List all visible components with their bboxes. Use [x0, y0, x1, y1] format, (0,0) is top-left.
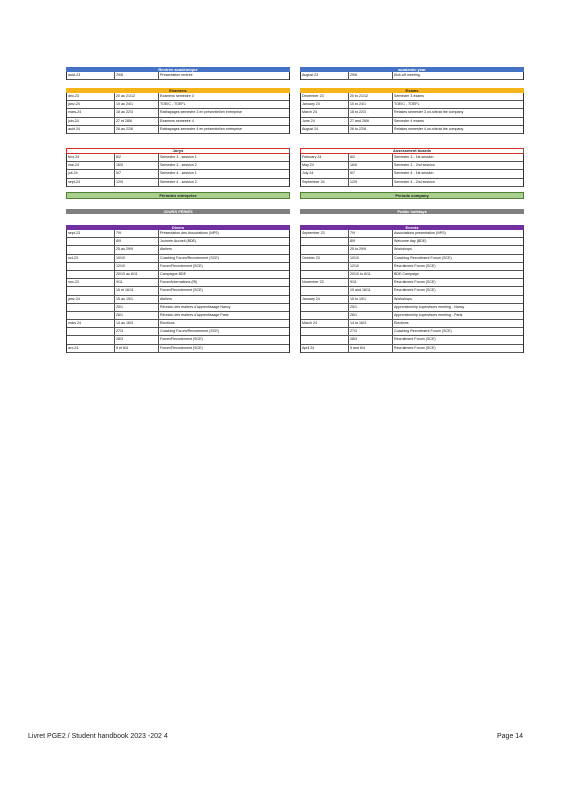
table-row [301, 162, 523, 170]
description-cell: Présentation rentrée [160, 73, 193, 77]
table-row [67, 271, 289, 279]
day-cell: 15 et 16/11 [115, 287, 159, 294]
table-row [301, 246, 523, 254]
date-cell: September 23 [301, 230, 349, 237]
day-cell: 16/5 [115, 162, 159, 169]
description-cell: Présentation des Associations (NPS) [160, 231, 219, 235]
description-cell: Rattrapages semestre 4 en présentiel/en entreprise [160, 126, 242, 131]
description-cell: Ateliers [160, 296, 172, 301]
date-cell: août-23 [67, 72, 115, 79]
date-cell: February 24 [301, 154, 349, 161]
footer-right: Page 14 [497, 733, 524, 740]
day-cell: 10 to 24/1 [349, 101, 393, 108]
date-cell: March 24 [301, 320, 349, 327]
table-row [301, 93, 523, 101]
description-cell: Coaching Recruitment Forum (SCE) [394, 255, 452, 260]
day-cell: 25/1 [115, 304, 159, 311]
description-cell: Semestre 4 - session 1 [160, 171, 197, 176]
table-row [67, 154, 289, 162]
date-cell: July 24 [301, 170, 349, 177]
description-cell: Workshops [394, 296, 412, 301]
periods-header: Periods company [300, 192, 524, 199]
description-cell: Recruitment Forum (SCE) [394, 263, 436, 268]
table-row [67, 162, 289, 170]
description-cell: Retakes semester 4 on-site/at the company [394, 126, 464, 131]
day-cell: 18 to 22/3 [349, 109, 393, 116]
day-cell: 28/3 [115, 336, 159, 343]
day-cell: 15 and 16/11 [349, 287, 393, 294]
examens-section [66, 88, 290, 134]
date-cell [301, 312, 349, 319]
day-cell: 14 to 16/3 [349, 320, 393, 327]
description-cell: Semestre 3 - session 2 [160, 163, 197, 168]
day-cell: 29/8 [349, 72, 393, 79]
periodes-header: Périodes entreprise [66, 192, 290, 199]
date-cell: April 24 [301, 345, 349, 352]
description-cell: Coaching Recruitment Forum (SCE) [394, 329, 452, 334]
description-cell: Campagne BDE [160, 271, 186, 276]
date-cell [301, 246, 349, 253]
table-row [67, 101, 289, 109]
description-cell: Apprenticeship supervisors meeting - Nancy [394, 304, 465, 309]
exams-section [300, 88, 524, 134]
description-cell: Recruitment Forum (SCE) [394, 345, 436, 350]
day-cell: 27/3 [115, 328, 159, 335]
day-cell: 27/3 [349, 328, 393, 335]
description-cell: Elections [160, 321, 175, 326]
description-cell: TOEIC - TOEFL [394, 102, 420, 107]
description-cell: Semester 3 exams [394, 94, 424, 98]
table-row [67, 304, 289, 312]
periods-section [300, 192, 524, 199]
date-cell [67, 238, 115, 245]
rentree-section [66, 67, 290, 80]
examens-header: Examens [66, 88, 290, 93]
table-row [301, 118, 523, 126]
description-cell: BDE Campaign [394, 271, 419, 276]
table-row [301, 179, 523, 187]
table-row [67, 312, 289, 320]
table-row [67, 93, 289, 101]
day-cell: 18 au 22/3 [115, 109, 159, 116]
day-cell: 7/9 [349, 230, 393, 237]
table-row [301, 126, 523, 134]
description-cell: Forum/Recrutement (SCE) [160, 337, 203, 342]
date-cell [67, 336, 115, 343]
date-cell: January 24 [301, 296, 349, 303]
table-row [301, 238, 523, 246]
table-row [301, 72, 523, 80]
table-row [67, 255, 289, 263]
date-cell: mai-24 [67, 162, 115, 169]
divers-table [66, 230, 290, 353]
description-cell: Semester 3 - 2nd session [394, 163, 435, 168]
table-row [301, 279, 523, 287]
table-row [67, 246, 289, 254]
date-cell: juil-24 [67, 170, 115, 177]
examens-table [66, 93, 290, 134]
description-cell: Coaching Forum/Recrutement (SCE) [160, 255, 219, 260]
description-cell: Semester 4 exams [394, 118, 424, 123]
date-cell: févr-24 [67, 154, 115, 161]
events-table [300, 230, 524, 353]
day-cell: 12/10 [349, 263, 393, 270]
date-cell: déc-23 [67, 93, 115, 100]
date-cell: August 23 [301, 72, 349, 79]
table-row [67, 170, 289, 178]
holidays-header: Public holidays [300, 209, 524, 214]
jurys-section [66, 148, 290, 187]
date-cell [67, 263, 115, 270]
day-cell: 8/9 [349, 238, 393, 245]
day-cell: 10/10 [115, 255, 159, 262]
description-cell: Associations presentation (NPS) [394, 231, 446, 235]
table-row [301, 263, 523, 271]
description-cell: TOEIC - TOEFL [160, 102, 186, 107]
day-cell: 5/7 [115, 170, 159, 177]
description-cell: Recruitment Forum (SCE) [394, 280, 436, 285]
table-row [301, 336, 523, 344]
academic-section [300, 67, 524, 80]
day-cell: 25 to 29/9 [349, 246, 393, 253]
day-cell: 8/2 [115, 154, 159, 161]
day-cell: 26/1 [349, 312, 393, 319]
date-cell [67, 304, 115, 311]
day-cell: 29/8 [115, 72, 159, 79]
divers-header: Divers [66, 225, 290, 230]
day-cell: 20 to 21/12 [349, 93, 393, 100]
date-cell: janv-24 [67, 101, 115, 108]
assessment-header: Assessment boards [300, 148, 524, 154]
date-cell [301, 328, 349, 335]
description-cell: Semester 4 - 2nd session [394, 179, 435, 184]
date-cell: mars-24 [67, 109, 115, 116]
table-row [67, 320, 289, 328]
date-cell: sept-24 [67, 179, 115, 186]
table-row [301, 154, 523, 162]
holidays-section [300, 209, 524, 214]
day-cell: 12/10 [115, 263, 159, 270]
english-column [300, 0, 524, 800]
date-cell [67, 287, 115, 294]
table-row [67, 279, 289, 287]
table-row [67, 336, 289, 344]
date-cell: January 24 [301, 101, 349, 108]
day-cell: 26/1 [115, 312, 159, 319]
day-cell: 8/2 [349, 154, 393, 161]
description-cell: Ateliers [160, 247, 172, 252]
date-cell: May 24 [301, 162, 349, 169]
description-cell: Coaching Forum/Recrutement (SCE) [160, 329, 219, 334]
table-row [301, 304, 523, 312]
date-cell [67, 328, 115, 335]
date-cell [301, 271, 349, 278]
day-cell: 5/7 [349, 170, 393, 177]
french-column [66, 0, 290, 800]
table-row [301, 287, 523, 295]
description-cell: Semester 3 - 1st session [394, 155, 434, 159]
table-row [301, 109, 523, 117]
feries-section [66, 209, 290, 214]
table-row [301, 296, 523, 304]
day-cell: 26 to 22/8 [349, 126, 393, 133]
divers-section [66, 225, 290, 353]
table-row [301, 101, 523, 109]
table-row [301, 328, 523, 336]
day-cell: 5 and 6/4 [349, 345, 393, 352]
description-cell: Recruitment Forum (SCE) [394, 288, 436, 293]
date-cell [301, 287, 349, 294]
academic-header: academic year [300, 67, 524, 72]
periodes-section [66, 192, 290, 199]
day-cell: 10 au 24/1 [115, 101, 159, 108]
day-cell: 26 au 22/8 [115, 126, 159, 133]
day-cell: 16/5 [349, 162, 393, 169]
date-cell: août 24 [67, 126, 115, 133]
description-cell: Semestre 3 - session 1 [160, 155, 197, 159]
day-cell: 15 au 19/1 [115, 296, 159, 303]
day-cell: 15 to 19/1 [349, 296, 393, 303]
table-row [301, 255, 523, 263]
day-cell: 14 au 16/3 [115, 320, 159, 327]
description-cell: Réunion des maîtres d'apprentissage Paris [160, 312, 229, 317]
table-row [301, 271, 523, 279]
events-section [300, 225, 524, 353]
rentree-table [66, 72, 290, 80]
date-cell: November 23 [301, 279, 349, 286]
table-row [301, 170, 523, 178]
jurys-table [66, 154, 290, 187]
day-cell: 9/11 [349, 279, 393, 286]
description-cell: Examens semestre 3 [160, 94, 194, 98]
description-cell: Forum/Recrutement (SCE) [160, 345, 203, 350]
exams-table [300, 93, 524, 134]
day-cell: 20 au 21/12 [115, 93, 159, 100]
day-cell: 28/3 [349, 336, 393, 343]
description-cell: Kick-off meeting [394, 73, 420, 77]
description-cell: Retakes semester 3 on-site/at the company [394, 110, 464, 115]
date-cell: December 23 [301, 93, 349, 100]
date-cell: nov-23 [67, 279, 115, 286]
date-cell [301, 304, 349, 311]
table-row [67, 296, 289, 304]
description-cell: Semester 4 - 1st session [394, 171, 434, 176]
description-cell: Forum/Recrutement (SCE) [160, 288, 203, 293]
feries-header: JOURS FÉRIÉS [66, 209, 290, 214]
date-cell: janv-24 [67, 296, 115, 303]
date-cell: September 24 [301, 179, 349, 186]
table-row [67, 179, 289, 187]
date-cell: juin-24 [67, 118, 115, 125]
table-row [67, 345, 289, 353]
description-cell: Welcome day (BDE) [394, 239, 427, 244]
date-cell: avr-24 [67, 345, 115, 352]
date-cell [67, 246, 115, 253]
description-cell: Semestre 4 - session 2 [160, 179, 197, 184]
table-row [67, 287, 289, 295]
table-row [67, 118, 289, 126]
day-cell: 5 et 6/4 [115, 345, 159, 352]
date-cell: March 24 [301, 109, 349, 116]
date-cell: oct-23 [67, 255, 115, 262]
day-cell: 20/10 au 6/11 [115, 271, 159, 278]
exams-header: Exams [300, 88, 524, 93]
description-cell: Elections [394, 321, 409, 326]
description-cell: Journée Accueil (BDE) [160, 239, 197, 244]
assessment-table [300, 154, 524, 187]
date-cell: October 23 [301, 255, 349, 262]
date-cell [301, 336, 349, 343]
table-row [67, 109, 289, 117]
description-cell: Réunion des maîtres d'apprentissage Nancy [160, 304, 231, 309]
day-cell: 27 et 28/6 [115, 118, 159, 125]
description-cell: Forum/Internationa (RI) [160, 280, 198, 285]
table-row [67, 126, 289, 134]
day-cell: 25/1 [349, 304, 393, 311]
date-cell: June 24 [301, 118, 349, 125]
date-cell [67, 271, 115, 278]
day-cell: 8/9 [115, 238, 159, 245]
academic-table [300, 72, 524, 80]
table-row [67, 72, 289, 80]
table-row [67, 230, 289, 238]
day-cell: 7/9 [115, 230, 159, 237]
description-cell: Workshops [394, 247, 412, 252]
description-cell: Forum/Recrutement (SCE) [160, 263, 203, 268]
table-row [301, 320, 523, 328]
table-row [301, 312, 523, 320]
table-row [301, 230, 523, 238]
day-cell: 25 au 29/9 [115, 246, 159, 253]
description-cell: Apprenticeship supervisors meeting - Paris [394, 312, 463, 317]
date-cell: mars 24 [67, 320, 115, 327]
events-header: Events [300, 225, 524, 230]
day-cell: 12/9 [115, 179, 159, 186]
table-row [67, 263, 289, 271]
table-row [67, 238, 289, 246]
day-cell: 9/11 [115, 279, 159, 286]
footer-left: Livret PGE2 / Student handbook 2023 -202 4 [28, 733, 168, 740]
date-cell: sept-23 [67, 230, 115, 237]
day-cell: 10/10 [349, 255, 393, 262]
date-cell: August 24 [301, 126, 349, 133]
description-cell: Recruitment Forum (SCE) [394, 337, 436, 342]
jurys-header: Jurys [66, 148, 290, 154]
day-cell: 20/10 to 6/11 [349, 271, 393, 278]
table-row [67, 328, 289, 336]
description-cell: Examens semestre 4 [160, 118, 194, 123]
table-row [301, 345, 523, 353]
description-cell: Rattrapages semestre 3 en présentiel/en entreprise [160, 110, 242, 115]
rentree-header: Rentrée académique [66, 67, 290, 72]
date-cell [301, 263, 349, 270]
day-cell: 12/9 [349, 179, 393, 186]
date-cell [67, 312, 115, 319]
assessment-section [300, 148, 524, 187]
day-cell: 27 and 28/6 [349, 118, 393, 125]
date-cell [301, 238, 349, 245]
